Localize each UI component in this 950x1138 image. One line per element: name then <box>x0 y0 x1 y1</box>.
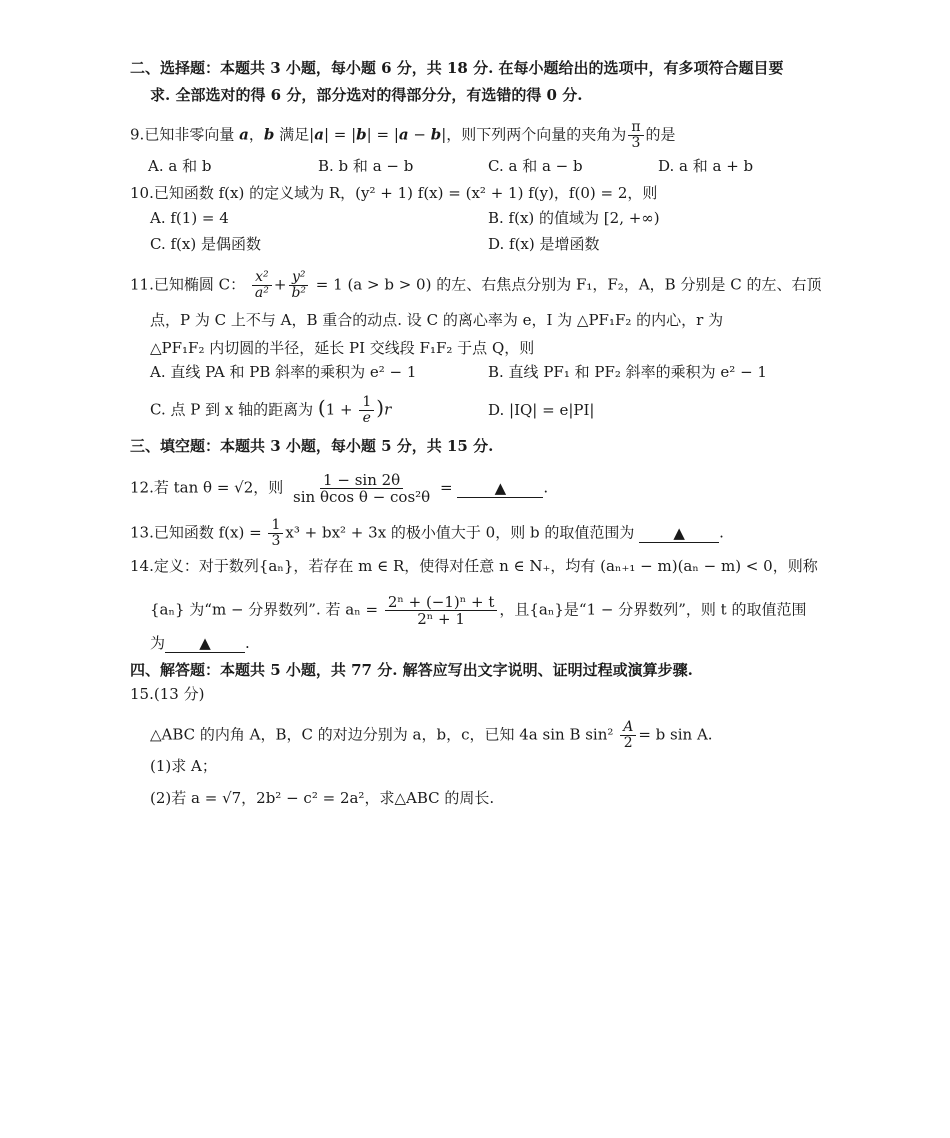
question-15-stem: △ABC 的内角 A，B，C 的对边分别为 a，b，c，已知 4a sin B sin² $\frac{A}{2}$ = b sin A. <box>150 719 713 751</box>
q9-stem-text: 的是 <box>645 125 676 144</box>
q10-option-a: A. f(1) = 4 <box>150 209 229 227</box>
q11-option-c: C. 点 P 到 x 轴的距离为 (1 + $\frac{1}{e}$ )r <box>150 394 392 426</box>
q9-option-b: B. b 和 a − b <box>318 157 414 175</box>
question-9-stem: 9.已知非零向量 a，b 满足|a| = |b| = |a − b|，则下列两个向量的夹角为 $\frac{\pi}{3}$ 的是 <box>130 119 676 151</box>
q13-stem-text: 已知函数 f(x) = <box>153 523 262 542</box>
fraction-1-over-e: $\frac{1}{e}$ <box>359 395 374 426</box>
answer-blank-14[interactable] <box>165 634 245 653</box>
fraction-A-over-2: $\frac{A}{2}$ <box>620 720 636 751</box>
q10-option-c: C. f(x) 是偶函数 <box>150 235 261 253</box>
q12-stem-text: 若 tan θ = √2，则 <box>153 478 284 497</box>
fraction-1-over-3: $\frac{1}{3}$ <box>268 518 283 549</box>
question-number: 15. <box>130 685 154 703</box>
fraction-y2-over-b2: $\frac{\text{y²}}{\text{b²}}$ <box>288 270 309 301</box>
answer-blank-12[interactable] <box>457 479 543 498</box>
q14-stem-text: 定义：对于数列{aₙ}，若存在 m ∈ R，使得对任意 n ∈ N₊，均有 (aₙ₊₁ − m)(aₙ − m) < 0，则称 <box>153 557 818 575</box>
question-11-stem-line1: 11.已知椭圆 C： $\frac{\text{x²}}{\text{a²}}$ + $\frac{\text{y²}}{\text{b²}}$ = 1 (a > b > 0) 的左、右焦点分别为 F₁，F₂，A，B 分别是 C 的左、右顶 <box>130 269 822 301</box>
q11-option-b: B. 直线 PF₁ 和 PF₂ 斜率的乘积为 e² − 1 <box>488 363 767 381</box>
question-11-stem-line3: △PF₁F₂ 内切圆的半径，延长 PI 交线段 F₁F₂ 于点 Q，则 <box>150 339 535 357</box>
q10-stem-text: 已知函数 f(x) 的定义域为 R，(y² + 1) f(x) = (x² + 1) f(y)，f(0) = 2，则 <box>153 184 658 202</box>
answer-triangle-icon: ▲ <box>494 478 507 497</box>
q11-option-a: A. 直线 PA 和 PB 斜率的乘积为 e² − 1 <box>150 363 417 381</box>
fraction-q14: $\frac{\text{2ⁿ + (−1)ⁿ + t}}{\text{2ⁿ + 1}}$ <box>385 594 498 627</box>
question-12-stem: 12.若 tan θ = √2，则 $\frac{1 - \sin 2\theta}{\text{sin θcos θ − cos²θ}}$ = ▲ . <box>130 471 549 506</box>
fraction-x2-over-a2: $\frac{\text{x²}}{\text{a²}}$ <box>252 270 272 301</box>
section4-header: 四、解答题：本题共 5 小题，共 77 分. 解答应写出文字说明、证明过程或演算步骤. <box>130 661 693 679</box>
question-14-stem-line3: 为 ▲ . <box>150 634 250 652</box>
q9-option-c: C. a 和 a − b <box>488 157 583 175</box>
q9-option-d: D. a 和 a + b <box>658 157 754 175</box>
q10-option-d: D. f(x) 是增函数 <box>488 235 600 253</box>
question-number: 9. <box>130 125 145 144</box>
fraction-q12: $\frac{1 - \sin 2\theta}{\text{sin θcos θ − cos²θ}}$ <box>293 471 431 506</box>
q9-stem-text: 已知非零向量 <box>144 125 235 144</box>
question-number: 12. <box>130 478 154 497</box>
q9-stem-text: 满足 <box>279 125 310 144</box>
question-15-header <box>130 684 204 704</box>
section3-header: 三、填空题：本题共 3 小题，每小题 5 分，共 15 分. <box>130 437 494 455</box>
question-14-stem-line2: {aₙ} 为“m − 分界数列”. 若 aₙ = $\frac{\text{2ⁿ + (−1)ⁿ + t}}{\text{2ⁿ + 1}}$ ，且{aₙ}是“1 − 分界数列”，则 t 的取值范围 <box>150 593 807 628</box>
question-13-stem: 13.已知函数 f(x) = $\frac{1}{3}$ x³ + bx² + 3x 的极小值大于 0，则 b 的取值范围为 ▲ . <box>130 517 724 549</box>
vec-a: a <box>239 125 249 144</box>
question-number: 13. <box>130 523 154 542</box>
q10-option-b: B. f(x) 的值域为 [2, +∞) <box>488 209 660 227</box>
fraction-pi-over-3: $\frac{\pi}{3}$ <box>628 120 643 151</box>
question-15-part2: (2)若 a = √7，2b² − c² = 2a²，求△ABC 的周长. <box>150 789 495 807</box>
q15-score: (13 分) <box>153 685 205 703</box>
question-10-stem <box>130 183 657 203</box>
answer-triangle-icon: ▲ <box>199 634 211 652</box>
section2-header-line2: 求. 全部选对的得 6 分，部分选对的得部分分，有选错的得 0 分. <box>150 86 583 104</box>
q9-option-a: A. a 和 b <box>148 157 212 175</box>
q9-stem-text: ，则下列两个向量的夹角为 <box>446 125 627 144</box>
vec-b: b <box>263 125 275 144</box>
section2-header-line1: 二、选择题：本题共 3 小题，每小题 6 分，共 18 分. 在每小题给出的选项中，有多项符合题目要 <box>130 59 784 77</box>
question-number: 11. <box>130 275 154 294</box>
question-11-stem-line2: 点，P 为 C 上不与 A，B 重合的动点. 设 C 的离心率为 e，I 为 △PF₁F₂ 的内心，r 为 <box>150 311 724 329</box>
question-15-part1: (1)求 A； <box>150 757 217 775</box>
q11-stem-text: 已知椭圆 C： <box>153 275 246 294</box>
q11-stem-text: = 1 (a > b > 0) 的左、右焦点分别为 F₁，F₂，A，B 分别是 C 的左、右顶 <box>315 275 822 294</box>
question-14-stem-line1 <box>130 556 818 576</box>
answer-triangle-icon: ▲ <box>673 523 685 542</box>
question-number: 14. <box>130 557 154 575</box>
q13-stem-text: x³ + bx² + 3x 的极小值大于 0，则 b 的取值范围为 <box>285 523 635 542</box>
q11-option-d: D. |IQ| = e|PI| <box>488 401 595 419</box>
answer-blank-13[interactable] <box>639 524 719 543</box>
question-number: 10. <box>130 184 154 202</box>
